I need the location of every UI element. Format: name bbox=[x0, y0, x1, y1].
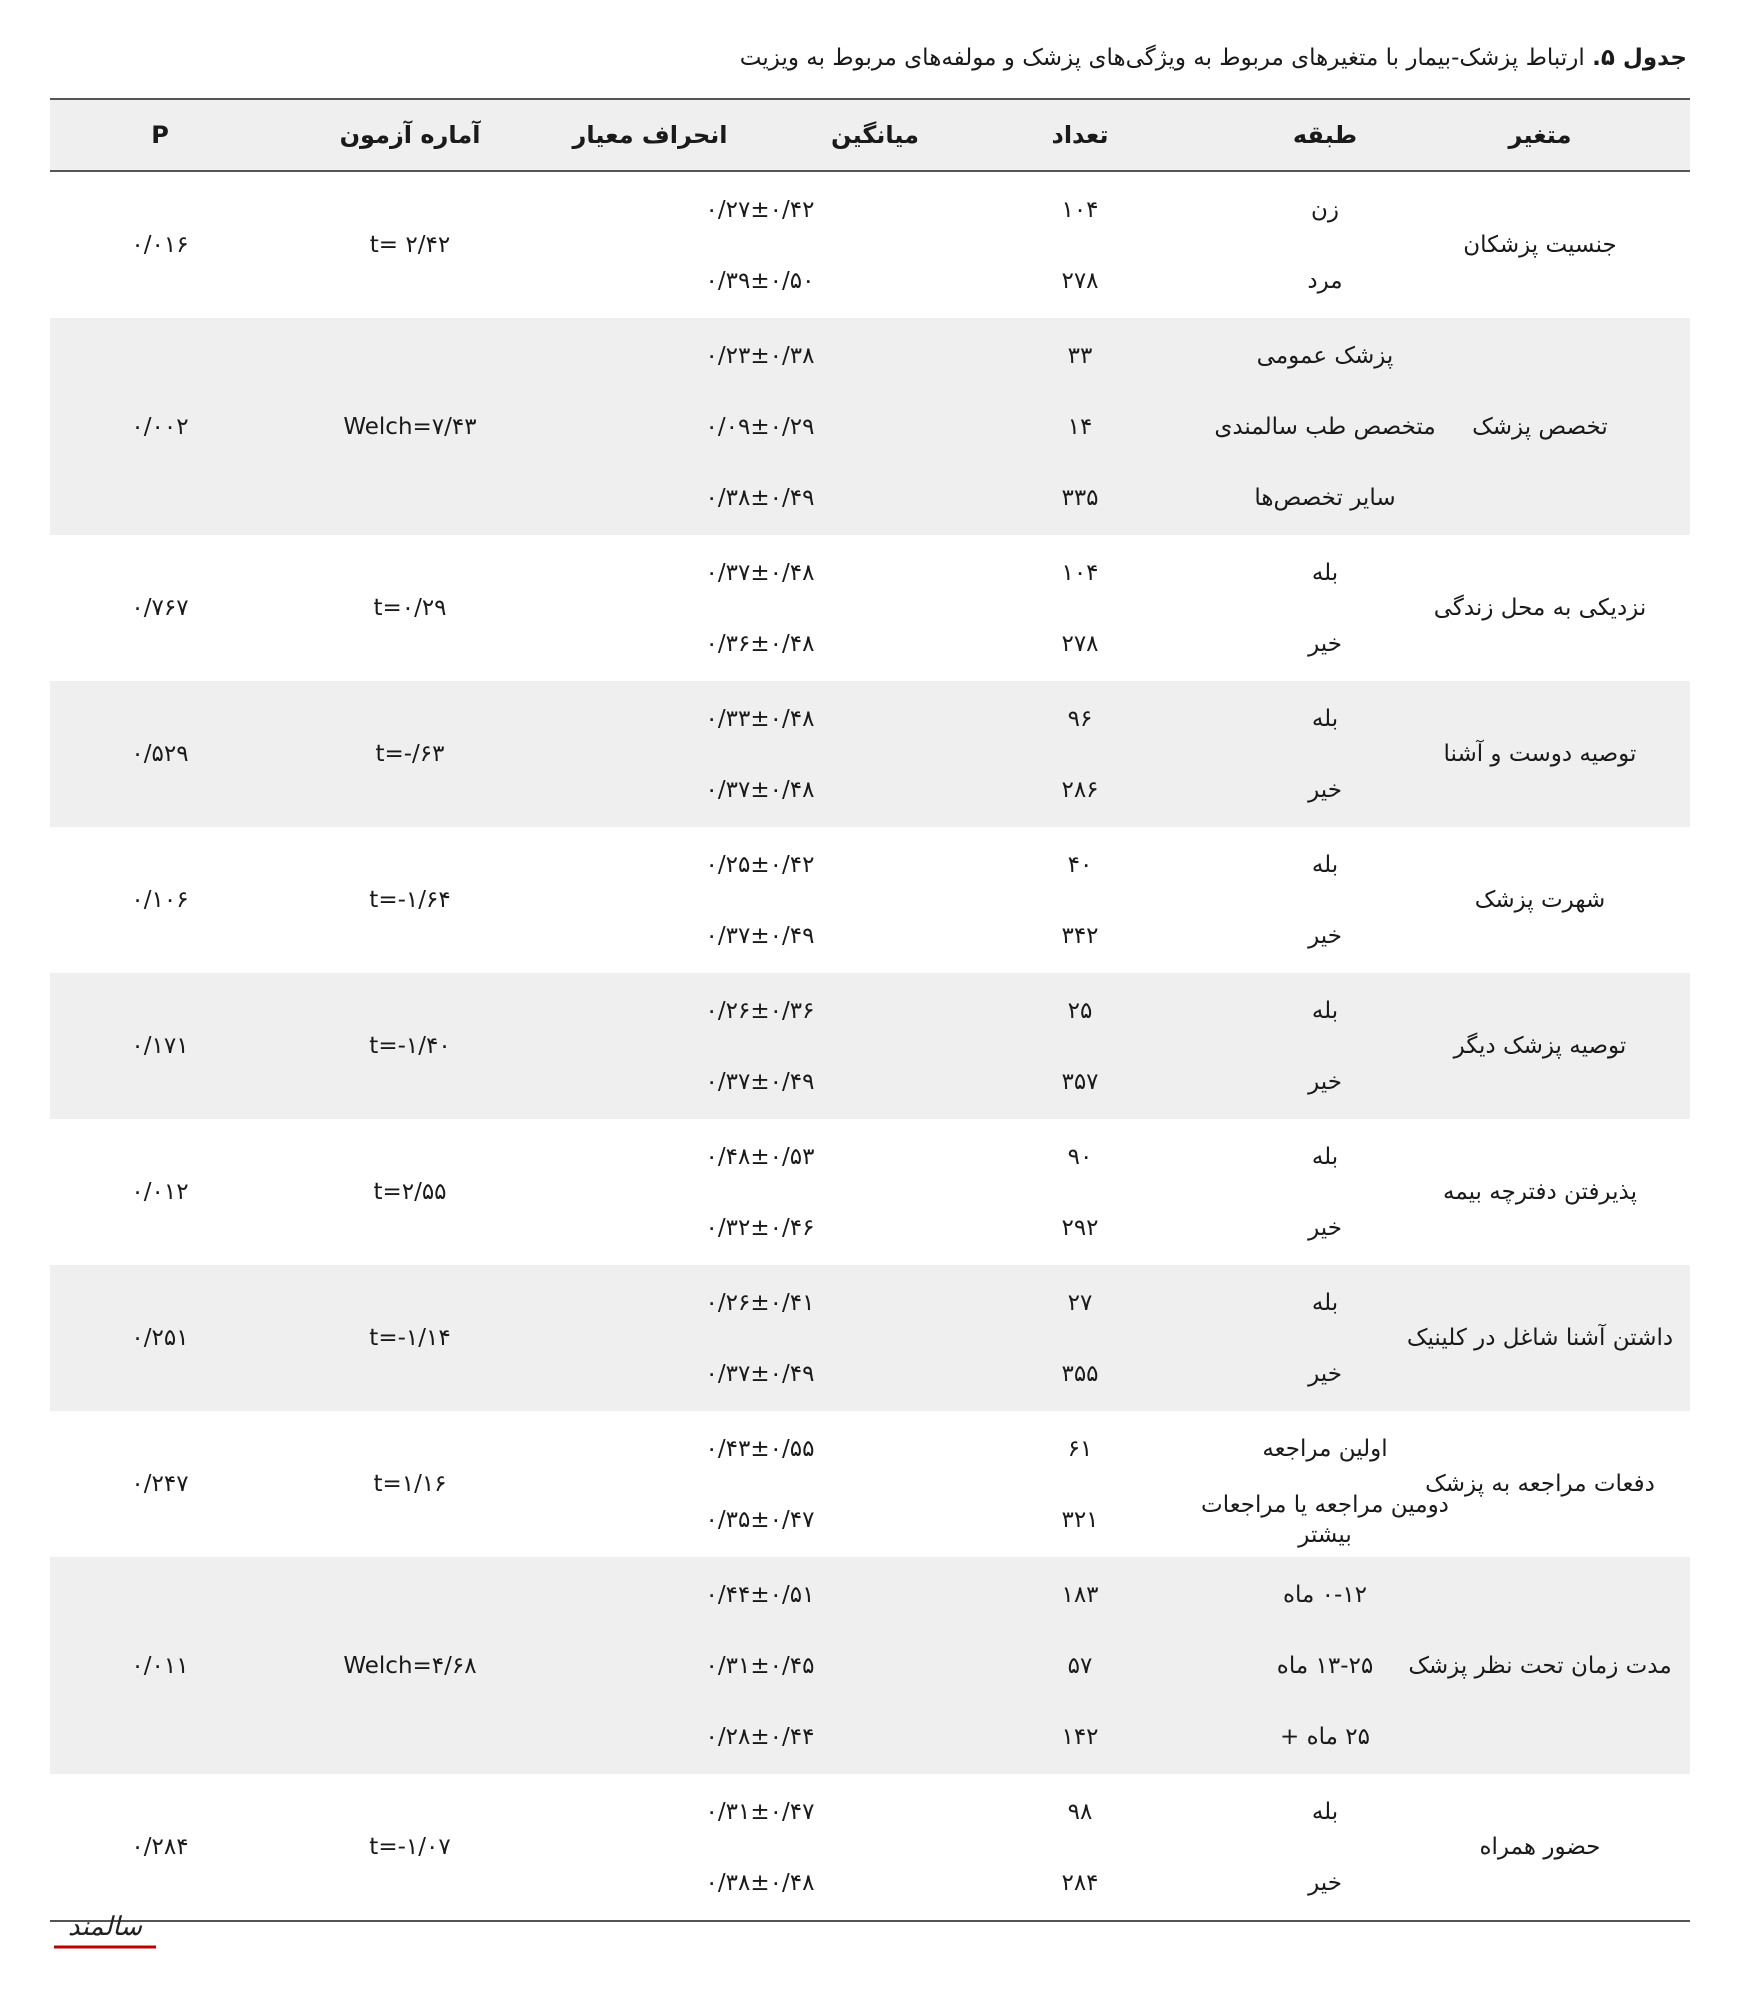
row-mean-sd: ۰/۳۱±۰/۴۷ bbox=[705, 1798, 815, 1825]
table-row bbox=[50, 1119, 1690, 1265]
row-p-value: ۰/۱۷۱ bbox=[131, 1033, 189, 1059]
row-count: ۱۰۴ bbox=[1061, 559, 1099, 586]
row-test-statistic: t=-۱/۱۴ bbox=[369, 1325, 451, 1351]
row-mean-sd: ۰/۴۳±۰/۵۵ bbox=[705, 1435, 815, 1462]
header-mean: میانگین bbox=[830, 121, 920, 149]
row-class: ۱۳-۲۵ ماه bbox=[1276, 1652, 1374, 1679]
row-count: ۵۷ bbox=[1067, 1652, 1093, 1679]
row-class: خیر bbox=[1308, 1068, 1342, 1095]
row-count: ۲۹۲ bbox=[1061, 1214, 1099, 1241]
row-variable: توصیه پزشک دیگر bbox=[1453, 1033, 1627, 1059]
row-test-statistic: t=-۱/۶۴ bbox=[369, 887, 451, 913]
row-variable: دفعات مراجعه به پزشک bbox=[1425, 1471, 1655, 1497]
header-stat: آماره آزمون bbox=[339, 121, 481, 149]
row-test-statistic: t=۱/۱۶ bbox=[373, 1471, 447, 1497]
row-count: ۱۰۴ bbox=[1061, 196, 1099, 223]
row-variable: جنسیت پزشکان bbox=[1463, 232, 1617, 258]
table-row bbox=[50, 1265, 1690, 1411]
row-mean-sd: ۰/۳۸±۰/۴۸ bbox=[705, 1869, 815, 1896]
journal-logo-text: سالمند bbox=[67, 1912, 143, 1942]
row-test-statistic: Welch=۴/۶۸ bbox=[343, 1652, 477, 1679]
row-class: ۰-۱۲ ماه bbox=[1282, 1581, 1368, 1608]
table-row bbox=[50, 973, 1690, 1119]
row-class: بله bbox=[1311, 1143, 1339, 1170]
row-test-statistic: t=۲/۵۵ bbox=[373, 1179, 447, 1205]
table-caption-label: جدول ۵. bbox=[1592, 45, 1687, 71]
row-mean-sd: ۰/۳۵±۰/۴۷ bbox=[705, 1506, 815, 1533]
row-variable: داشتن آشنا شاغل در کلینیک bbox=[1406, 1325, 1674, 1351]
row-test-statistic: t= ۲/۴۲ bbox=[369, 232, 451, 258]
table-header bbox=[50, 100, 1690, 172]
row-class: بله bbox=[1311, 1798, 1339, 1825]
table-row bbox=[50, 1557, 1690, 1774]
table-row bbox=[50, 1774, 1690, 1920]
row-mean-sd: ۰/۲۷±۰/۴۲ bbox=[705, 196, 815, 223]
row-count: ۴۰ bbox=[1067, 851, 1093, 878]
row-count: ۲۸۴ bbox=[1061, 1869, 1099, 1896]
row-test-statistic: t=-۱/۰۷ bbox=[369, 1834, 451, 1860]
row-count: ۲۵ bbox=[1067, 997, 1093, 1024]
row-count: ۹۰ bbox=[1067, 1143, 1093, 1170]
row-mean-sd: ۰/۳۶±۰/۴۸ bbox=[705, 630, 815, 657]
header-variable: متغیر bbox=[1508, 121, 1572, 149]
table-row bbox=[50, 681, 1690, 827]
table-row bbox=[50, 172, 1690, 318]
table-row bbox=[50, 318, 1690, 535]
row-class: پزشک عمومی bbox=[1256, 342, 1394, 369]
row-count: ۳۴۲ bbox=[1061, 922, 1099, 949]
row-variable: تخصص پزشک bbox=[1472, 413, 1608, 440]
row-test-statistic: Welch=۷/۴۳ bbox=[343, 413, 477, 440]
row-p-value: ۰/۲۴۷ bbox=[131, 1471, 189, 1497]
row-p-value: ۰/۲۵۱ bbox=[131, 1325, 189, 1351]
row-p-value: ۰/۲۸۴ bbox=[131, 1834, 189, 1860]
row-count: ۲۷۸ bbox=[1061, 267, 1099, 294]
row-class: خیر bbox=[1308, 1360, 1342, 1387]
row-p-value: ۰/۵۲۹ bbox=[131, 741, 189, 767]
row-test-statistic: t=۰/۲۹ bbox=[373, 595, 447, 621]
row-count: ۱۴۲ bbox=[1061, 1723, 1099, 1750]
row-class: دومین مراجعه یا مراجعات بیشتر bbox=[1201, 1491, 1449, 1548]
row-variable: نزدیکی به محل زندگی bbox=[1433, 595, 1647, 621]
row-test-statistic: t=-/۶۳ bbox=[375, 741, 445, 767]
row-variable: پذیرفتن دفترچه بیمه bbox=[1442, 1179, 1638, 1205]
row-count: ۹۶ bbox=[1067, 705, 1093, 732]
row-count: ۲۷ bbox=[1067, 1289, 1093, 1316]
row-mean-sd: ۰/۳۷±۰/۴۹ bbox=[705, 1360, 815, 1387]
row-mean-sd: ۰/۴۴±۰/۵۱ bbox=[705, 1581, 815, 1608]
row-class: بله bbox=[1311, 997, 1339, 1024]
row-mean-sd: ۰/۲۵±۰/۴۲ bbox=[705, 851, 815, 878]
row-variable: حضور همراه bbox=[1479, 1834, 1601, 1860]
header-p: P bbox=[151, 121, 169, 149]
row-mean-sd: ۰/۲۳±۰/۳۸ bbox=[705, 342, 815, 369]
row-mean-sd: ۰/۳۸±۰/۴۹ bbox=[705, 484, 815, 511]
row-count: ۶۱ bbox=[1067, 1435, 1093, 1462]
row-count: ۲۸۶ bbox=[1061, 776, 1099, 803]
row-class: خیر bbox=[1308, 776, 1342, 803]
row-class: بله bbox=[1311, 705, 1339, 732]
row-class: بله bbox=[1311, 1289, 1339, 1316]
table-row bbox=[50, 827, 1690, 973]
row-mean-sd: ۰/۳۱±۰/۴۵ bbox=[705, 1652, 815, 1679]
row-p-value: ۰/۰۱۲ bbox=[131, 1179, 189, 1205]
row-mean-sd: ۰/۳۹±۰/۵۰ bbox=[705, 267, 815, 294]
row-count: ۳۳۵ bbox=[1061, 484, 1099, 511]
header-count: تعداد bbox=[1051, 121, 1109, 149]
row-count: ۳۳ bbox=[1067, 342, 1093, 369]
row-mean-sd: ۰/۳۲±۰/۴۶ bbox=[705, 1214, 815, 1241]
journal-logo bbox=[50, 1905, 160, 1953]
row-mean-sd: ۰/۳۷±۰/۴۸ bbox=[705, 559, 815, 586]
table-body bbox=[50, 172, 1690, 1920]
row-mean-sd: ۰/۲۸±۰/۴۴ bbox=[705, 1723, 815, 1750]
row-class: متخصص طب سالمندی bbox=[1214, 413, 1436, 440]
row-count: ۲۷۸ bbox=[1061, 630, 1099, 657]
table-row bbox=[50, 535, 1690, 681]
journal-logo-mark bbox=[50, 1905, 160, 1953]
row-variable: توصیه دوست و آشنا bbox=[1443, 741, 1637, 767]
table-caption-text: ارتباط پزشک-بیمار با متغیرهای مربوط به ویژگی‌های پزشک و مولفه‌های مربوط به ویزیت bbox=[739, 45, 1585, 71]
row-p-value: ۰/۷۶۷ bbox=[131, 595, 189, 621]
row-count: ۳۲۱ bbox=[1061, 1506, 1099, 1533]
row-mean-sd: ۰/۴۸±۰/۵۳ bbox=[705, 1143, 815, 1170]
row-variable: مدت زمان تحت نظر پزشک bbox=[1408, 1652, 1672, 1679]
row-class: اولین مراجعه bbox=[1262, 1435, 1388, 1462]
row-class: ۲۵ ماه + bbox=[1280, 1723, 1370, 1750]
row-count: ۱۸۳ bbox=[1061, 1581, 1099, 1608]
header-sd: انحراف معیار bbox=[572, 121, 728, 149]
row-test-statistic: t=-۱/۴۰ bbox=[369, 1033, 451, 1059]
row-count: ۱۴ bbox=[1067, 413, 1093, 440]
table-caption bbox=[47, 38, 1687, 78]
row-class: بله bbox=[1311, 851, 1339, 878]
table-row bbox=[50, 1411, 1690, 1557]
row-p-value: ۰/۱۰۶ bbox=[131, 887, 189, 913]
row-class: زن bbox=[1311, 196, 1339, 223]
row-mean-sd: ۰/۳۷±۰/۴۹ bbox=[705, 1068, 815, 1095]
row-mean-sd: ۰/۳۳±۰/۴۸ bbox=[705, 705, 815, 732]
row-class: مرد bbox=[1307, 267, 1343, 294]
row-class: خیر bbox=[1308, 1869, 1342, 1896]
row-mean-sd: ۰/۰۹±۰/۲۹ bbox=[705, 413, 815, 440]
data-table bbox=[50, 98, 1690, 1922]
row-count: ۹۸ bbox=[1067, 1798, 1093, 1825]
row-mean-sd: ۰/۳۷±۰/۴۹ bbox=[705, 922, 815, 949]
row-mean-sd: ۰/۲۶±۰/۳۶ bbox=[705, 997, 815, 1024]
row-p-value: ۰/۰۱۶ bbox=[131, 232, 189, 258]
row-class: خیر bbox=[1308, 1214, 1342, 1241]
row-p-value: ۰/۰۰۲ bbox=[131, 413, 189, 440]
header-class: طبقه bbox=[1292, 121, 1358, 149]
row-class: خیر bbox=[1308, 922, 1342, 949]
row-variable: شهرت پزشک bbox=[1474, 887, 1606, 913]
row-mean-sd: ۰/۳۷±۰/۴۸ bbox=[705, 776, 815, 803]
row-class: بله bbox=[1311, 559, 1339, 586]
row-count: ۳۵۵ bbox=[1061, 1360, 1099, 1387]
row-count: ۳۵۷ bbox=[1061, 1068, 1099, 1095]
row-class: سایر تخصص‌ها bbox=[1254, 484, 1396, 511]
row-class: خیر bbox=[1308, 630, 1342, 657]
row-p-value: ۰/۰۱۱ bbox=[131, 1652, 189, 1679]
row-mean-sd: ۰/۲۶±۰/۴۱ bbox=[705, 1289, 815, 1316]
